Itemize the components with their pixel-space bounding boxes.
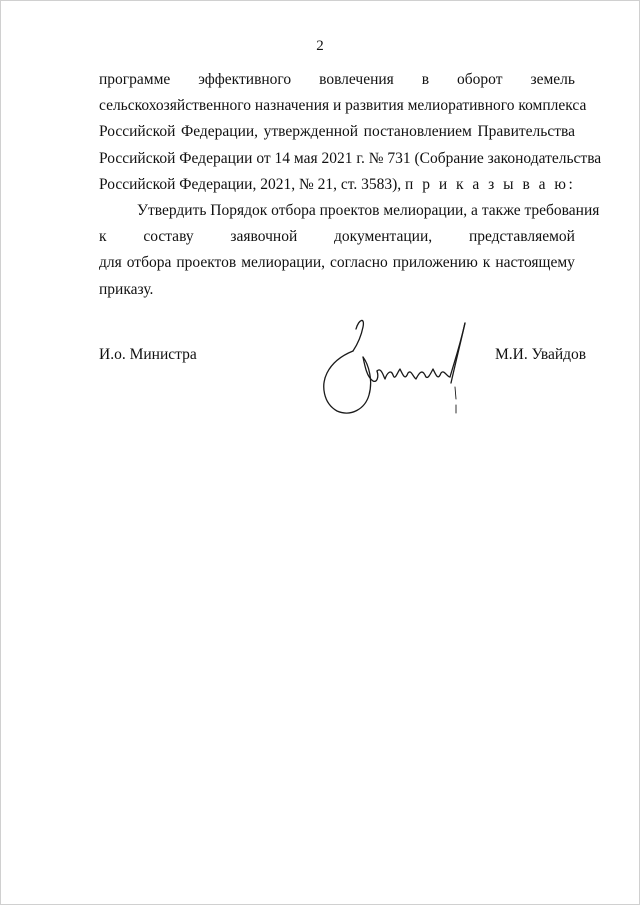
text-line-1: [99, 67, 575, 93]
word: постановлением: [363, 123, 472, 141]
word: оборот: [457, 71, 503, 88]
word: Российской: [99, 123, 176, 141]
text-line-2: сельскохозяйственного назначения и развития мелиоративного комплекса: [99, 97, 587, 115]
text-line-5: [99, 172, 575, 198]
word: Федерации,: [180, 123, 259, 141]
page-number: 2: [316, 38, 324, 54]
word: эффективного: [198, 71, 292, 88]
word: составу: [143, 228, 194, 246]
word: документации,: [334, 228, 433, 246]
word: Правительства: [477, 123, 575, 141]
word: в: [421, 71, 430, 88]
signatory-position: И.о. Министра: [99, 346, 197, 363]
word: к: [99, 228, 107, 246]
signatory-name: М.И. Увайдов: [495, 346, 587, 363]
text-line-9: приказу.: [99, 280, 154, 298]
word: заявочной: [230, 228, 298, 246]
word: программе: [99, 71, 171, 88]
text-line-4: Российской Федерации от 14 мая 2021 г. № 731 (Собрание законодательства: [99, 149, 602, 167]
word: отбора: [126, 254, 172, 272]
order-text: [99, 67, 602, 303]
word: для: [99, 254, 122, 272]
word: приложению: [392, 254, 478, 272]
word: представляемой: [468, 228, 575, 246]
text-line-7: [99, 224, 575, 250]
word: утвержденной: [263, 123, 359, 141]
word: настоящему: [495, 254, 575, 272]
word: проектов: [176, 254, 237, 272]
order-word: п р и к а з ы в а ю:: [405, 175, 576, 193]
word: согласно: [330, 254, 388, 272]
citation-text: Российской Федерации, 2021, № 21, ст. 3583),: [99, 175, 406, 193]
word: мелиорации,: [241, 254, 326, 272]
word: вовлечения: [319, 71, 394, 88]
text-line-8: [99, 250, 575, 276]
text-line-6: Утвердить Порядок отбора проектов мелиорации, а также требования: [137, 202, 600, 220]
word: земель: [530, 71, 575, 88]
word: к: [482, 254, 491, 272]
text-line-3: [99, 119, 575, 145]
handwritten-signature: [313, 311, 483, 431]
